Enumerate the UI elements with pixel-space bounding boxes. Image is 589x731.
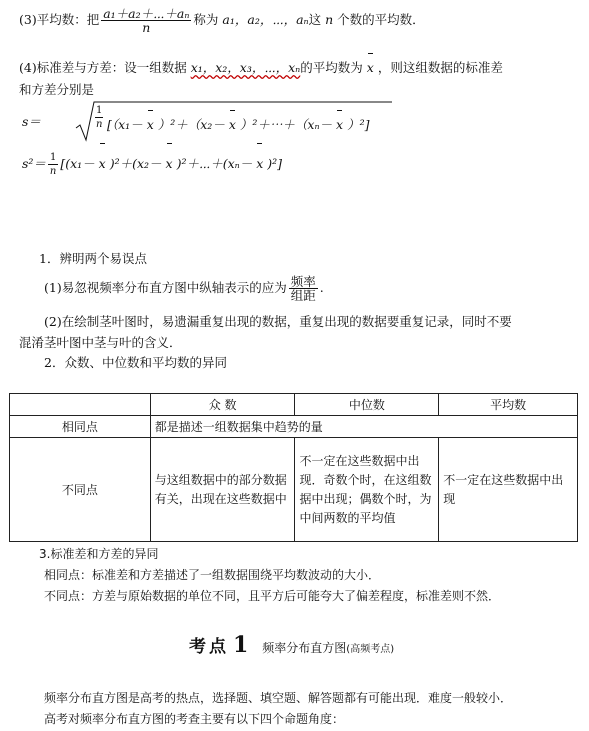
table-row-diff — [10, 438, 578, 542]
errors-point-2-line1: (2)在绘制茎叶图时，易遗漏重复出现的数据，重复出现的数据要重复记录，同时不要 — [44, 314, 512, 329]
diff-mean: 不一定在这些数据中出现 — [439, 438, 578, 542]
header-cell-median: 中位数 — [295, 394, 439, 416]
header-cell-mode: 众 数 — [150, 394, 295, 416]
errors-point-2-line2: 混淆茎叶图中茎与叶的含义． — [19, 335, 182, 350]
mean-definition: (3)平均数：把 $\frac{\text{a₁＋a₂＋⋯＋aₙ}}{n}$ 称为 a₁，a₂，⋯，aₙ这 n 个数的平均数． — [19, 6, 425, 35]
outro-line2: 高考对频率分布直方图的考查主要有以下四个命题角度： — [44, 712, 345, 726]
variance-same: 相同点：标准差和方差描述了一组数据围绕平均数波动的大小． — [44, 568, 381, 582]
compare-heading: 2．众数、中位数和平均数的异同 — [44, 355, 227, 370]
header-cell-empty — [10, 394, 151, 416]
same-description: 都是描述一组数据集中趋势的量 — [150, 416, 577, 438]
mean-fraction: $\frac{\text{a₁＋a₂＋⋯＋aₙ}}{n}$ — [103, 6, 190, 35]
sqrt-fraction: 1 n — [95, 105, 103, 130]
variance-diff: 不同点：方差与原始数据的单位不同，且平方后可能夸大了偏差程度，标准差则不然． — [44, 589, 501, 603]
errors-heading: 1．辨明两个易误点 — [39, 251, 147, 266]
kaodian-heading: 考点 1 频率分布直方图(高频考点) — [189, 632, 395, 658]
variance-formula: s²＝ $\frac{1}{n}$ [(x₁－ x )²＋(x₂－ x )²＋⋯＋(xₙ－ x )²] — [22, 152, 283, 177]
comparison-table — [9, 393, 578, 542]
variance-heading: 3.标准差和方差的异同 — [39, 547, 159, 561]
diff-mode: 与这组数据中的部分数据有关，出现在这些数据中 — [150, 438, 295, 542]
table-row-same — [10, 416, 578, 438]
header-cell-mean: 平均数 — [439, 394, 578, 416]
std-formula-body: [（x₁－ x ）²＋（x₂－ x ）²＋⋯＋（xₙ－ x ）²] — [107, 117, 370, 132]
row-label-diff: 不同点 — [10, 438, 151, 542]
std-formula: s＝ — [22, 114, 41, 129]
errors-point-1: (1)易忽视频率分布直方图中纵轴表示的应为 $\frac{\text{频率}}{\text{组距}}$ . — [44, 274, 324, 303]
outro-line1: 频率分布直方图是高考的热点，选择题、填空题、解答题都有可能出现．难度一般较小． — [44, 691, 513, 705]
std-intro-line2: 和方差分别是 — [19, 82, 95, 97]
variance-fraction: $\frac{1}{n}$ — [49, 152, 57, 177]
frequency-over-width: $\frac{\text{频率}}{\text{组距}}$ — [290, 274, 316, 303]
diff-median: 不一定在这些数据中出现．奇数个时，在这组数据中出现；偶数个时，为中间两数的平均值 — [295, 438, 439, 542]
row-label-same: 相同点 — [10, 416, 151, 438]
table-header-row — [10, 394, 578, 416]
std-intro-line1: (4)标准差与方差：设一组数据 x₁，x₂，x₃，⋯，xₙ的平均数为 x ，则这组数据的标准差 — [19, 60, 503, 75]
